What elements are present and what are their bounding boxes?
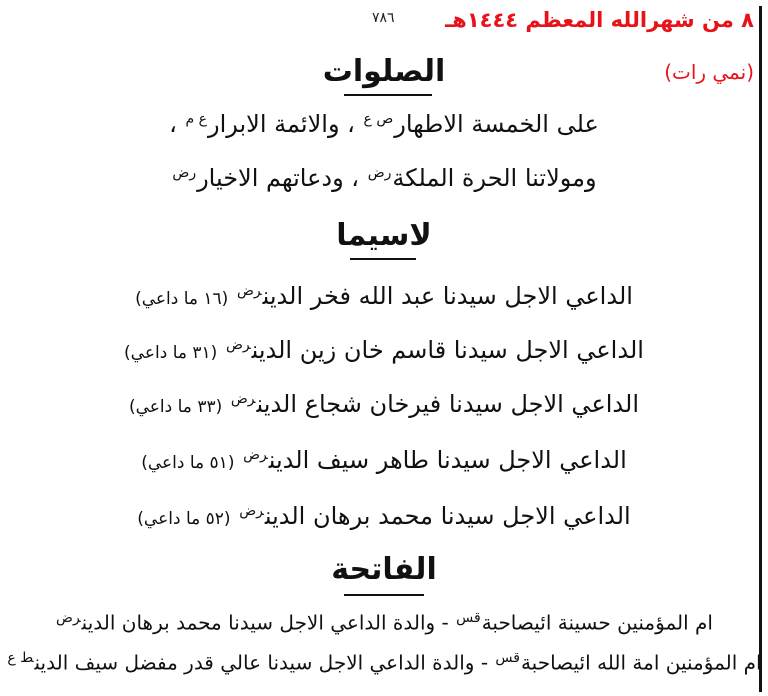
dai-ordinal: (٣١ ما داعي) — [124, 343, 218, 363]
dai-list-item — [0, 336, 768, 364]
dai-list-item — [0, 502, 768, 530]
honorific-mark: رض — [236, 283, 262, 299]
salawat-line-1-mid: ، والائمة الابرار — [208, 110, 355, 138]
salawat-line-2 — [0, 164, 768, 192]
dai-name: الداعي الاجل سيدنا فيرخان شجاع الدين — [256, 390, 640, 418]
fatiha-line-1 — [0, 610, 768, 635]
la-siyyama-heading: لاسيما — [336, 218, 432, 253]
salawat-line-1 — [0, 110, 768, 138]
dai-ordinal: (٥١ ما داعي) — [141, 453, 235, 473]
dai-ordinal: (١٦ ما داعي) — [135, 289, 229, 309]
dai-name: الداعي الاجل سيدنا قاسم خان زين الدين — [251, 336, 644, 364]
salawat-line-2-mid: ، ودعاتهم الاخيار — [197, 164, 360, 192]
honorific-mark: ع م — [185, 111, 207, 127]
fatiha-line-1-a: ام المؤمنين حسينة ائيصاحبة — [481, 610, 713, 635]
page-number: ٧٨٦ — [372, 10, 395, 26]
fatiha-line-2-b: - والدة الداعي الاجل سيدنا عالي قدر مفضل سيف الدين — [34, 650, 489, 675]
dai-name: الداعي الاجل سيدنا عبد الله فخر الدين — [262, 282, 633, 310]
dai-ordinal: (٣٣ ما داعي) — [128, 397, 223, 417]
honorific-mark: رض — [56, 610, 81, 626]
honorific-mark: رض — [239, 503, 264, 519]
honorific-mark: ص ع — [363, 111, 394, 127]
salawat-line-1-text: على الخمسة الاطهار — [394, 110, 599, 138]
salawat-heading-underline — [344, 94, 432, 96]
red-tag: (نمي رات) — [664, 60, 754, 84]
fatiha-line-2 — [0, 650, 768, 675]
honorific-mark: رض — [243, 447, 268, 463]
dai-list-item — [0, 390, 768, 418]
honorific-mark: ط ع — [7, 650, 34, 666]
honorific-mark: رض — [225, 337, 251, 353]
fatiha-line-2-a: ام المؤمنين امة الله ائيصاحبة — [520, 650, 762, 675]
honorific-mark: قس — [495, 650, 520, 666]
dai-name: الداعي الاجل سيدنا محمد برهان الدين — [264, 502, 631, 530]
salawat-line-2-text: ومولاتنا الحرة الملكة — [392, 164, 597, 192]
dai-list-item — [0, 446, 768, 474]
honorific-mark: رض — [367, 165, 392, 181]
dai-ordinal: (٥٢ ما داعي) — [137, 509, 231, 529]
dai-list-item — [0, 282, 768, 310]
la-siyyama-heading-underline — [350, 258, 416, 260]
fatiha-heading-underline — [344, 594, 424, 596]
salawat-line-1-end: ، — [169, 110, 177, 138]
honorific-mark: رض — [230, 391, 256, 407]
fatiha-heading: الفاتحة — [331, 552, 437, 587]
salawat-heading: الصلوات — [322, 54, 446, 89]
honorific-mark: رض — [172, 165, 197, 181]
fatiha-line-1-b: - والدة الداعي الاجل سيدنا محمد برهان الدين — [81, 610, 449, 635]
date-line: ٨ من شهرالله المعظم ١٤٤٤هـ — [445, 8, 754, 32]
dai-name: الداعي الاجل سيدنا طاهر سيف الدين — [268, 446, 627, 474]
honorific-mark: قس — [456, 610, 481, 626]
